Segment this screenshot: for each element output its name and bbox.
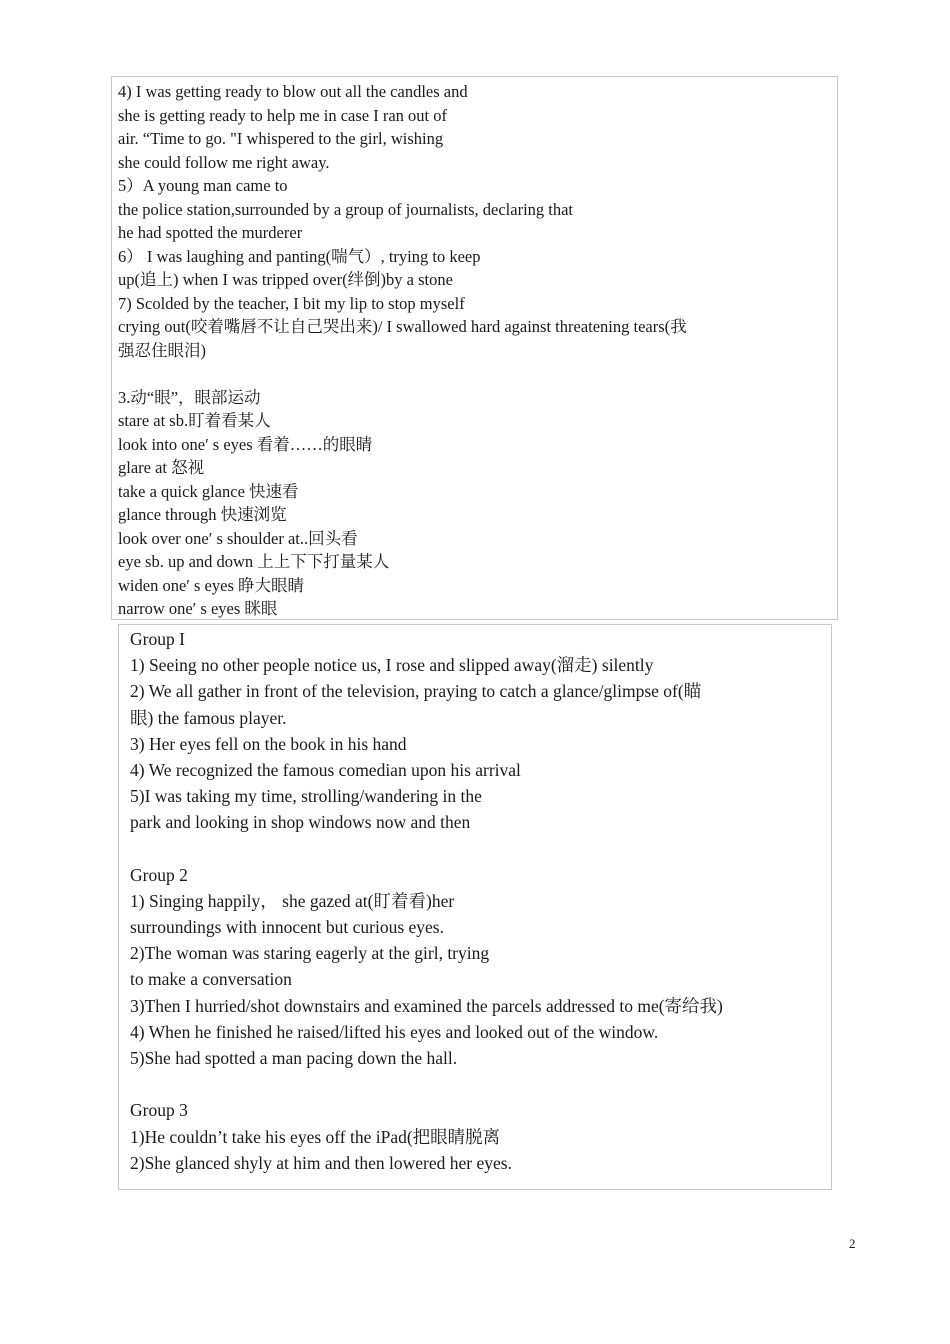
- section-heading: 3.动“眼”，眼部运动: [118, 387, 261, 407]
- vocab-line: stare at sb.盯着看某人: [118, 411, 271, 430]
- text-line: 1) Seeing no other people notice us, I rose and slipped away(溜走) silently: [130, 655, 654, 676]
- text-line: 1) Singing happily， she gazed at(盯着看)her: [130, 890, 455, 911]
- notes-box-groups: [118, 624, 832, 1190]
- vocab-line: glare at 怒视: [118, 458, 205, 477]
- text-line: she is getting ready to help me in case I ran out of: [118, 105, 447, 125]
- text-line: to make a conversation: [130, 969, 292, 990]
- text-line: 7) Scolded by the teacher, I bit my lip to stop myself: [118, 293, 465, 313]
- blank-line: [118, 362, 831, 386]
- notes-box-top: [111, 76, 838, 620]
- page-number: 2: [849, 1236, 856, 1251]
- text-line: 3)Then I hurried/shot downstairs and examined the parcels addressed to me(寄给我): [130, 995, 723, 1016]
- text-line: 3) Her eyes fell on the book in his hand: [130, 733, 407, 754]
- vocab-line: glance through 快速浏览: [118, 505, 287, 524]
- text-line: 6） I was laughing and panting(喘气）, trying to keep: [118, 246, 481, 266]
- text-line: 2)She glanced shyly at him and then lowered her eyes.: [130, 1152, 512, 1173]
- text-line: 5)I was taking my time, strolling/wandering in the: [130, 786, 482, 807]
- blank-line: [130, 1071, 825, 1097]
- text-line: the police station,surrounded by a group of journalists, declaring that: [118, 199, 574, 219]
- text-line: 强忍住眼泪): [118, 340, 206, 360]
- text-line: up(追上) when I was tripped over(绊倒)by a stone: [118, 270, 453, 289]
- text-line: 4) When he finished he raised/lifted his eyes and looked out of the window.: [130, 1021, 659, 1042]
- text-line: 4) I was getting ready to blow out all the candles and: [118, 82, 468, 101]
- text-line: 2) We all gather in front of the television, praying to catch a glance/glimpse of(瞄: [130, 681, 702, 702]
- text-line: 1)He couldn’t take his eyes off the iPad(把眼睛脱离: [130, 1126, 501, 1147]
- text-line: 5）A young man came to: [118, 176, 288, 195]
- text-line: 4) We recognized the famous comedian upon his arrival: [130, 759, 521, 780]
- text-line: she could follow me right away.: [118, 152, 330, 172]
- text-line: air. “Time to go. "I whispered to the girl, wishing: [118, 129, 444, 148]
- group-heading: Group 2: [130, 864, 188, 885]
- vocab-line: widen one′ s eyes 睁大眼睛: [118, 575, 304, 595]
- text-line: 5)She had spotted a man pacing down the hall.: [130, 1048, 458, 1068]
- vocab-line: take a quick glance 快速看: [118, 481, 299, 501]
- text-line: surroundings with innocent but curious eyes.: [130, 917, 444, 938]
- group-heading: Group 3: [130, 1100, 188, 1121]
- text-line: 眼) the famous player.: [130, 707, 287, 728]
- text-line: 2)The woman was staring eagerly at the girl, trying: [130, 943, 490, 964]
- vocab-line: eye sb. up and down 上上下下打量某人: [118, 552, 390, 571]
- text-line: crying out(咬着嘴唇不让自己哭出来)/ I swallowed hard against threatening tears(我: [118, 317, 687, 336]
- group-lines: [130, 626, 825, 1176]
- vocab-line: look into one′ s eyes 看着……的眼睛: [118, 434, 373, 454]
- text-line: park and looking in shop windows now and then: [130, 812, 471, 833]
- notes-lines: [118, 80, 831, 620]
- group-heading: Group I: [130, 629, 185, 649]
- blank-line: [130, 836, 825, 862]
- vocab-line: look over one′ s shoulder at..回头看: [118, 528, 358, 548]
- text-line: he had spotted the murderer: [118, 223, 303, 242]
- vocab-line: narrow one′ s eyes 眯眼: [118, 599, 278, 618]
